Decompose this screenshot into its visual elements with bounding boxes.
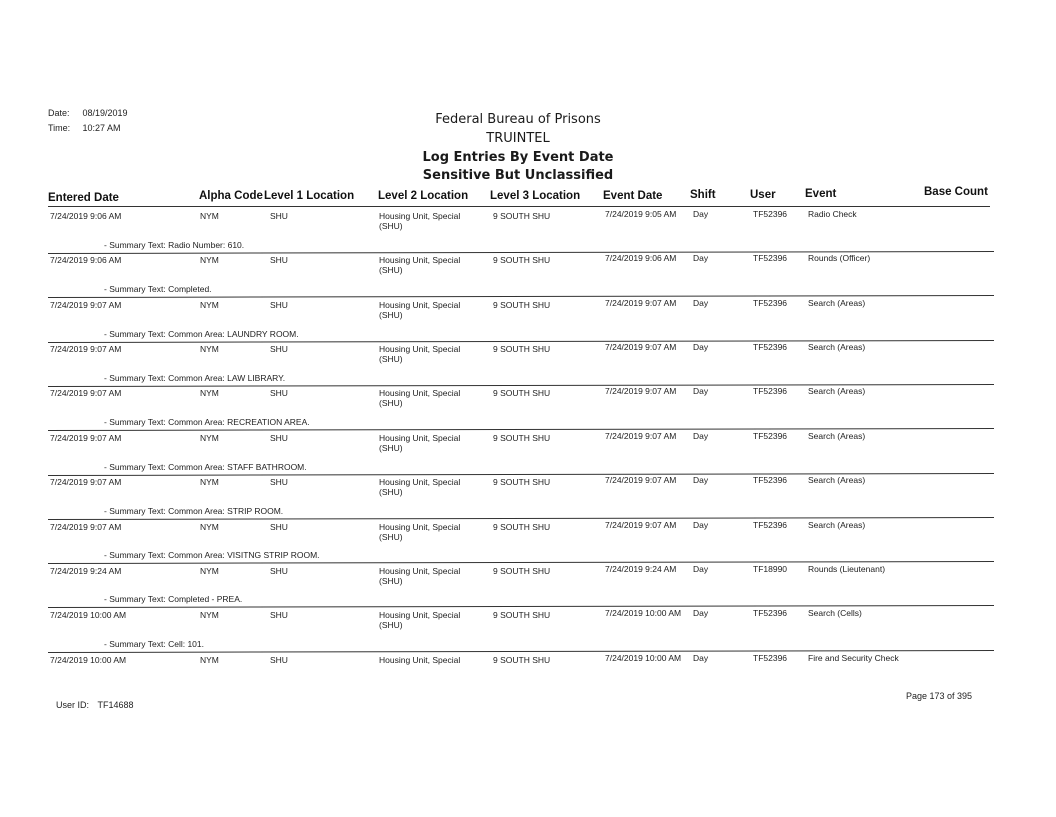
col-header-event: Event xyxy=(805,188,837,200)
summary-text: - Summary Text: Common Area: LAW LIBRARY. xyxy=(104,372,286,383)
cell-shift: Day xyxy=(693,652,709,663)
cell-level3-location: 9 SOUTH SHU xyxy=(493,255,551,266)
cell-shift: Day xyxy=(693,297,709,308)
cell-event: Search (Cells) xyxy=(808,608,862,619)
cell-level3-location: 9 SOUTH SHU xyxy=(493,477,551,488)
cell-event: Rounds (Lieutenant) xyxy=(808,563,886,574)
cell-entered-date: 7/24/2019 10:00 AM xyxy=(50,654,127,665)
cell-event: Search (Areas) xyxy=(808,475,866,486)
cell-event-date: 7/24/2019 9:05 AM xyxy=(605,209,677,219)
cell-level3-location: 9 SOUTH SHU xyxy=(493,565,551,576)
cell-alpha-code: NYM xyxy=(200,477,219,488)
cell-alpha-code: NYM xyxy=(200,654,219,665)
title-agency: Federal Bureau of Prisons xyxy=(435,112,601,127)
cell-level2-location: Housing Unit, Special (SHU) xyxy=(379,344,461,365)
cell-entered-date: 7/24/2019 9:07 AM xyxy=(50,388,122,399)
summary-text: - Summary Text: Radio Number: 610. xyxy=(104,240,245,250)
cell-event-date: 7/24/2019 9:07 AM xyxy=(605,430,677,441)
cell-event: Fire and Security Check xyxy=(808,652,899,663)
cell-level2-location: Housing Unit, Special (SHU) xyxy=(379,211,461,231)
cell-event-date: 7/24/2019 10:00 AM xyxy=(605,608,682,619)
cell-event-date: 7/24/2019 9:07 AM xyxy=(605,386,677,397)
cell-shift: Day xyxy=(693,519,709,530)
summary-text: - Summary Text: Common Area: STAFF BATHROOM. xyxy=(104,461,307,472)
summary-text: - Summary Text: Completed. xyxy=(104,284,212,295)
cell-entered-date: 7/24/2019 9:07 AM xyxy=(50,344,122,355)
cell-alpha-code: NYM xyxy=(200,610,219,621)
cell-event: Rounds (Officer) xyxy=(808,253,871,264)
cell-user: TF52396 xyxy=(753,430,788,441)
cell-level3-location: 9 SOUTH SHU xyxy=(493,610,551,621)
cell-level2-location: Housing Unit, Special (SHU) xyxy=(379,255,461,276)
cell-entered-date: 7/24/2019 9:07 AM xyxy=(50,432,122,443)
header-rule xyxy=(48,206,990,207)
cell-level2-location: Housing Unit, Special (SHU) xyxy=(379,432,461,453)
cell-level1-location: SHU xyxy=(270,299,288,310)
cell-level2-location: Housing Unit, Special (SHU) xyxy=(379,299,461,320)
col-header-base-count: Base Count xyxy=(924,186,988,198)
cell-level1-location: SHU xyxy=(270,654,288,665)
cell-shift: Day xyxy=(693,430,709,441)
cell-event: Search (Areas) xyxy=(808,297,866,308)
date-label: Date: xyxy=(48,108,70,118)
cell-level1-location: SHU xyxy=(270,477,288,488)
cell-event-date: 7/24/2019 9:07 AM xyxy=(605,475,677,486)
cell-level2-location: Housing Unit, Special xyxy=(379,654,461,665)
cell-level1-location: SHU xyxy=(270,521,288,532)
cell-entered-date: 7/24/2019 10:00 AM xyxy=(50,610,127,621)
cell-level2-location: Housing Unit, Special (SHU) xyxy=(379,610,461,631)
cell-alpha-code: NYM xyxy=(200,211,219,221)
cell-entered-date: 7/24/2019 9:06 AM xyxy=(50,255,122,266)
cell-user: TF52396 xyxy=(753,253,788,264)
cell-alpha-code: NYM xyxy=(200,344,219,355)
cell-user: TF52396 xyxy=(753,342,788,353)
cell-level3-location: 9 SOUTH SHU xyxy=(493,432,551,443)
cell-alpha-code: NYM xyxy=(200,565,219,576)
cell-level2-location: Housing Unit, Special (SHU) xyxy=(379,521,461,542)
cell-event-date: 7/24/2019 9:24 AM xyxy=(605,563,677,574)
col-header-event-date: Event Date xyxy=(603,190,663,202)
title-classification: Sensitive But Unclassified xyxy=(422,168,614,183)
cell-shift: Day xyxy=(693,253,709,264)
cell-event: Radio Check xyxy=(808,209,857,219)
cell-user: TF52396 xyxy=(753,608,788,619)
cell-event: Search (Areas) xyxy=(808,342,866,353)
cell-shift: Day xyxy=(693,209,709,219)
cell-shift: Day xyxy=(693,342,709,353)
cell-level1-location: SHU xyxy=(270,432,288,443)
cell-alpha-code: NYM xyxy=(200,521,219,532)
col-header-entered-date: Entered Date xyxy=(48,192,119,204)
cell-alpha-code: NYM xyxy=(200,432,219,443)
summary-text: - Summary Text: Common Area: STRIP ROOM. xyxy=(104,505,284,516)
cell-level1-location: SHU xyxy=(270,255,288,266)
cell-level2-location: Housing Unit, Special (SHU) xyxy=(379,388,461,409)
cell-user: TF52396 xyxy=(753,209,788,219)
time-label: Time: xyxy=(48,123,71,133)
cell-user: TF52396 xyxy=(753,475,788,486)
cell-user: TF52396 xyxy=(753,519,788,530)
cell-entered-date: 7/24/2019 9:07 AM xyxy=(50,477,122,488)
cell-level2-location: Housing Unit, Special (SHU) xyxy=(379,565,461,586)
user-id-label: User ID: xyxy=(56,700,90,710)
col-header-level3-location: Level 3 Location xyxy=(490,190,581,202)
cell-event: Search (Areas) xyxy=(808,386,866,397)
cell-level2-location: Housing Unit, Special (SHU) xyxy=(379,477,461,498)
summary-text: - Summary Text: Common Area: RECREATION AREA. xyxy=(104,417,310,428)
title-system: TRUINTEL xyxy=(486,131,550,146)
cell-alpha-code: NYM xyxy=(200,299,219,310)
cell-level1-location: SHU xyxy=(270,388,288,399)
cell-event: Search (Areas) xyxy=(808,519,866,530)
cell-entered-date: 7/24/2019 9:07 AM xyxy=(50,299,122,310)
date-value: 08/19/2019 xyxy=(82,108,128,118)
summary-text: - Summary Text: Common Area: VISITNG STRIP ROOM. xyxy=(104,550,320,561)
cell-user: TF52396 xyxy=(753,386,788,397)
cell-level3-location: 9 SOUTH SHU xyxy=(493,344,551,355)
cell-entered-date: 7/24/2019 9:24 AM xyxy=(50,565,122,576)
cell-user: TF52396 xyxy=(753,652,788,663)
page-number: Page 173 of 395 xyxy=(906,691,973,701)
col-header-level2-location: Level 2 Location xyxy=(378,190,469,202)
cell-alpha-code: NYM xyxy=(200,255,219,266)
summary-text: - Summary Text: Common Area: LAUNDRY ROOM. xyxy=(104,328,299,339)
cell-user: TF18990 xyxy=(753,563,788,574)
cell-event-date: 7/24/2019 9:06 AM xyxy=(605,253,677,264)
cell-entered-date: 7/24/2019 9:06 AM xyxy=(50,211,122,221)
cell-shift: Day xyxy=(693,386,709,397)
cell-level3-location: 9 SOUTH SHU xyxy=(493,299,551,310)
cell-user: TF52396 xyxy=(753,297,788,308)
cell-shift: Day xyxy=(693,475,709,486)
col-header-level1-location: Level 1 Location xyxy=(264,190,355,202)
cell-shift: Day xyxy=(693,563,709,574)
summary-text: - Summary Text: Completed - PREA. xyxy=(104,594,243,605)
footer-user-id xyxy=(56,700,134,710)
cell-level1-location: SHU xyxy=(270,344,288,355)
time-value: 10:27 AM xyxy=(82,123,121,133)
cell-event-date: 7/24/2019 9:07 AM xyxy=(605,519,677,530)
cell-level1-location: SHU xyxy=(270,565,288,576)
cell-event: Search (Areas) xyxy=(808,430,866,441)
cell-shift: Day xyxy=(693,608,709,619)
cell-entered-date: 7/24/2019 9:07 AM xyxy=(50,521,122,532)
cell-level1-location: SHU xyxy=(270,211,288,221)
cell-level3-location: 9 SOUTH SHU xyxy=(493,521,551,532)
user-id-value: TF14688 xyxy=(97,700,134,710)
cell-event-date: 7/24/2019 9:07 AM xyxy=(605,342,677,353)
cell-level3-location: 9 SOUTH SHU xyxy=(493,388,551,399)
cell-level3-location: 9 SOUTH SHU xyxy=(493,654,551,665)
cell-level3-location: 9 SOUTH SHU xyxy=(493,211,551,221)
summary-text: - Summary Text: Cell: 101. xyxy=(104,638,204,649)
title-report: Log Entries By Event Date xyxy=(422,150,614,165)
col-header-user: User xyxy=(750,189,776,201)
cell-level1-location: SHU xyxy=(270,610,288,621)
col-header-shift: Shift xyxy=(690,189,716,201)
col-header-alpha-code: Alpha Code xyxy=(199,190,263,202)
cell-event-date: 7/24/2019 9:07 AM xyxy=(605,297,677,308)
cell-alpha-code: NYM xyxy=(200,388,219,399)
cell-event-date: 7/24/2019 10:00 AM xyxy=(605,652,682,663)
